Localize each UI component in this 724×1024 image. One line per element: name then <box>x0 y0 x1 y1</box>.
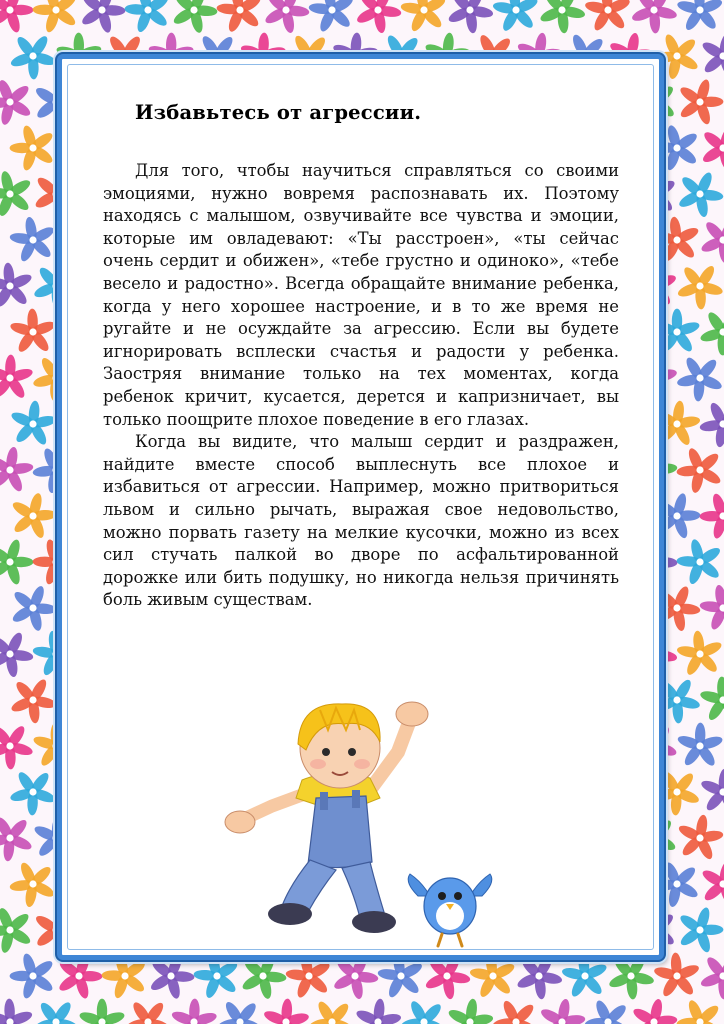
flower-icon <box>0 906 33 954</box>
flower-icon <box>10 584 56 632</box>
flower-icon <box>0 538 33 586</box>
flower-icon <box>10 492 56 540</box>
flower-icon <box>0 170 33 218</box>
article-body <box>103 160 619 612</box>
flower-icon <box>676 998 723 1024</box>
flower-icon <box>676 723 724 769</box>
flower-icon <box>355 998 402 1024</box>
flower-icon <box>676 0 724 32</box>
flower-icon <box>676 446 723 493</box>
flower-icon <box>10 400 57 447</box>
flower-icon <box>539 998 586 1024</box>
flower-icon <box>0 354 34 400</box>
flower-icon <box>676 630 723 677</box>
flower-icon <box>700 32 724 79</box>
flower-icon <box>676 538 722 586</box>
flower-icon <box>80 0 126 34</box>
flower-icon <box>539 0 586 34</box>
flower-icon <box>216 0 263 34</box>
flower-icon <box>700 860 724 907</box>
flower-icon <box>10 952 55 1000</box>
flower-icon <box>678 906 724 954</box>
flower-icon <box>677 171 724 218</box>
flower-icon <box>10 677 57 724</box>
flower-icon <box>216 1000 264 1024</box>
flower-icon <box>584 999 631 1024</box>
flower-icon <box>308 0 355 33</box>
flower-icon <box>631 998 678 1024</box>
flower-icon <box>9 861 56 908</box>
flower-icon <box>677 814 724 861</box>
flower-icon <box>699 676 724 722</box>
flower-icon <box>699 401 724 448</box>
flower-icon <box>78 999 126 1024</box>
flower-icon <box>676 355 723 402</box>
flower-icon <box>584 0 631 33</box>
flower-icon <box>10 124 55 172</box>
flower-icon <box>124 0 170 34</box>
flower-icon <box>308 999 355 1024</box>
paragraph-1: Для того, чтобы научиться справляться со своими эмоциями, нужно вовремя распознавать их. Поэтому находясь с малышом, озвучивайте все чувства и эмоции, которые им овладевают: «Ты расстроен», «ты сейчас очень сердит и обижен», «тебе грустно и одиноко», «тебе весело и радостно». Всегда обращайте внимание ребенка, когда у него хорошее настроение, и в то же время не ругайте и не осуждайте за агрессию. Если вы будете игнорировать всплески счастья и радости у ребенка. Заостряя внимание только на тех моментах, когда ребенок кричит, кусается, дерется и капризничает, вы только поощрите плохое поведение в его глазах. <box>103 161 619 429</box>
flower-icon <box>124 1000 172 1024</box>
flower-icon <box>0 724 34 770</box>
flower-icon <box>678 78 724 126</box>
flower-icon <box>9 34 57 80</box>
flower-icon <box>699 310 724 356</box>
flower-icon <box>699 768 724 815</box>
flower-icon <box>0 0 33 34</box>
flower-icon <box>355 0 402 34</box>
flower-icon <box>262 998 310 1024</box>
flower-icon <box>701 124 724 172</box>
flower-icon <box>400 0 447 33</box>
flower-icon <box>447 998 494 1024</box>
flower-icon <box>32 1000 80 1024</box>
flower-icon <box>676 264 724 310</box>
flower-icon <box>400 999 447 1024</box>
flower-icon <box>700 217 724 264</box>
flower-icon <box>9 216 56 263</box>
article-title: Избавьтесь от агрессии. <box>135 101 422 124</box>
flower-icon <box>0 262 33 309</box>
flower-icon <box>699 584 724 631</box>
flower-icon <box>9 308 57 354</box>
flower-icon <box>0 815 33 862</box>
flower-icon <box>492 999 539 1024</box>
flower-icon <box>0 78 33 126</box>
blue-bird-illustration <box>400 852 500 952</box>
flower-icon <box>33 0 79 34</box>
flower-icon <box>0 446 34 493</box>
flower-icon <box>9 770 57 816</box>
flower-icon <box>170 998 218 1024</box>
flower-icon <box>700 492 724 540</box>
flower-icon <box>171 0 217 34</box>
flower-icon <box>0 631 34 678</box>
flower-icon <box>0 998 34 1024</box>
flower-icon <box>516 953 563 1000</box>
flower-icon <box>607 953 654 1000</box>
flower-icon <box>699 954 724 1000</box>
flower-icon <box>630 0 678 34</box>
paragraph-2: Когда вы видите, что малыш сердит и раздражен, найдите вместе способ выплеснуть все плохое и избавиться от агрессии. Например, можно притвориться львом и сильно рычать, выражая свое недовольство, можно порвать газету на мелкие кусочки, можно из всех сил стучать палкой во дворе по асфальтированной дорожке или бить подушку, но никогда нельзя причинять боль живым существам. <box>103 432 619 610</box>
flower-icon <box>263 0 310 34</box>
flower-icon <box>492 0 539 33</box>
flower-icon <box>447 0 494 34</box>
